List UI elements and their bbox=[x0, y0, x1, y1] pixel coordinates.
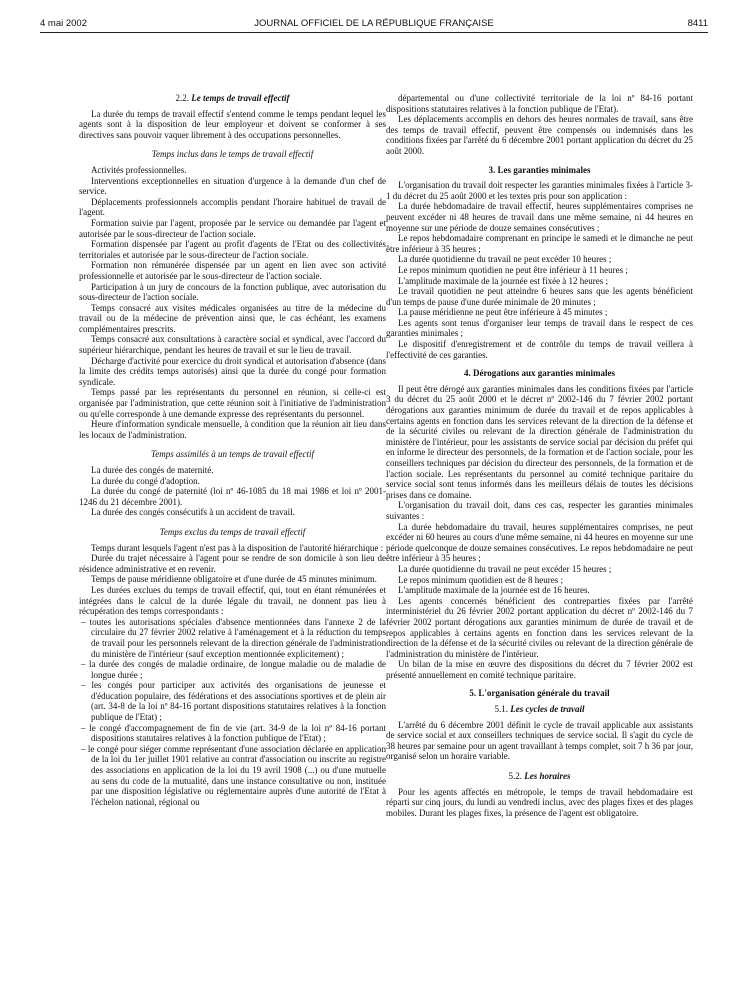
paragraph: La durée du congé de paternité (loi nº 46-1085 du 18 mai 1986 et loi nº 2001-1246 du 21 décembre 2001). bbox=[79, 486, 386, 507]
subheading-temps-inclus: Temps inclus dans le temps de travail effectif bbox=[151, 149, 314, 160]
paragraph: Les déplacements accomplis en dehors des heures normales de travail, sans être des temps de travail effectif, peuvent être compensés ou indemnisés dans les conditions fixées par l'arrêté du 6 décembre 2001 portant application du décret du 25 août 2000. bbox=[386, 114, 693, 156]
paragraph: Temps passé par les représentants du personnel en réunion, si celle-ci est organisée par l'administration, que cette réunion soit à l'initiative de l'administration ou qu'elle corresponde à une demande expresse des représentants du personnel. bbox=[79, 387, 386, 419]
paragraph: Temps consacré aux consultations à caractère social et syndical, avec l'accord du supérieur hiérarchique, pendant les heures de travail et sur le lieu de travail. bbox=[79, 334, 386, 356]
paragraph: La durée quotidienne du travail ne peut excéder 10 heures ; bbox=[398, 254, 612, 265]
list-item: – la durée des congés de maladie ordinaire, de longue maladie ou de maladie de longue durée ; bbox=[81, 659, 386, 680]
paragraph: Le repos minimum quotidien ne peut être inférieur à 11 heures ; bbox=[398, 264, 628, 275]
section-heading-5: 5. L'organisation générale du travail bbox=[469, 688, 610, 699]
paragraph: Formation suivie par l'agent, proposée par le service ou demandée par l'agent et autorisée par le sous-directeur de l'action sociale. bbox=[79, 217, 386, 239]
paragraph: Activités professionnelles. bbox=[91, 164, 187, 175]
section-heading-3: 3. Les garanties minimales bbox=[488, 164, 591, 175]
section-heading-4: 4. Dérogations aux garanties minimales bbox=[463, 368, 616, 379]
paragraph: La durée des congés de maternité. bbox=[91, 465, 214, 475]
paragraph: La durée du temps de travail effectif s'entend comme le temps pendant lequel les agents sont à la disposition de leur employeur et doivent se conformer à ses directives sans pouvoir vaquer librement à des occupations personnelles. bbox=[79, 108, 386, 140]
paragraph: Heure d'information syndicale mensuelle, à condition que la réunion ait lieu dans les locaux de l'administration. bbox=[79, 419, 386, 440]
list-item: – les congés pour participer aux activités des organisations de jeunesse et d'éducation populaire, des fédérations et des associations sportives et de plein air (art. 34-8 de la loi nº 84-16 portant dispositions statutaires relatives à la fonction publique de l'Etat) ; bbox=[81, 680, 386, 723]
paragraph: départemental ou d'une collectivité territoriale de la loi nº 84-16 portant dispositions statutaires relatives à la fonction publique de l'Etat). bbox=[386, 93, 693, 114]
header-rule bbox=[40, 32, 708, 33]
paragraph: Formation dispensée par l'agent au profit d'agents de l'Etat ou des collectivités territoriales et autorisée par le sous-directeur de l'action sociale. bbox=[79, 239, 386, 260]
paragraph: Le travail quotidien ne peut atteindre 6 heures sans que les agents bénéficient d'un temps de pause d'une durée minimale de 20 minutes ; bbox=[386, 286, 693, 307]
paragraph: Interventions exceptionnelles en situation d'urgence à la demande d'un chef de service. bbox=[79, 175, 386, 197]
list-item: – le congé d'accompagnement de fin de vie (art. 34-9 de la loi nº 84-16 portant dispositions statutaires relatives à la fonction publique de l'Etat) ; bbox=[81, 722, 386, 744]
paragraph: Déplacements professionnels accomplis pendant l'horaire habituel de travail de l'agent. bbox=[79, 196, 386, 218]
list-item: – toutes les autorisations spéciales d'absence mentionnées dans l'annexe 2 de la circulaire du 27 février 2002 relative à l'aménagement et à la réduction du temps de travail pour les personnels relevant de la direction générale de l'administration du ministère de l'intérieur (sauf exception mentionnée explicitement) ; bbox=[81, 616, 386, 659]
paragraph: L'arrêté du 6 décembre 2001 définit le cycle de travail applicable aux assistants de service social et aux conseillers techniques de service social. Il s'agit du cycle de 38 heures par semaine pour un agent travaillant à temps complet, soit 7 h 36 par jour, organisé selon un horaire variable. bbox=[386, 719, 693, 762]
paragraph: La durée hebdomadaire de travail effectif, heures supplémentaires comprises ne peuvent excéder ni 48 heures de travail dans une même semaine, ni 44 heures en moyenne sur une période de douze semaines consécutives ; bbox=[386, 201, 693, 233]
paragraph: La durée hebdomadaire du travail, heures supplémentaires comprises, ne peut excéder ni 60 heures au cours d'une même semaine, ni 44 heures en moyenne sur une période quelconque de douze semaines consécutives. Le repos hebdomadaire ne peut être inférieur à 35 heures ; bbox=[386, 521, 694, 564]
paragraph: Il peut être dérogé aux garanties minimales dans les conditions fixées par l'article 3 du décret du 25 août 2000 et le décret nº 2002-146 du 7 février 2002 portant dérogations aux garanties minimum de durée du travail et de repos applicables à certains agents en fonction dans les services relevant de la direction de la défense et de la sécurité civiles ou relevant de la direction générale de l'administration du ministère de l'intérieur, pour les assistants de service social par décision du préfet qui en informe le directeur des personnels, de la formation et de l'action sociale, pour les conseillers techniques par décision du directeur des personnels, de la formation et de l'action sociale. Les représentants du personnel au comité technique paritaire du service social sont tenus informés dans les meilleurs délais de toutes les décisions prises dans ce domaine. bbox=[386, 383, 693, 500]
paragraph: Participation à un jury de concours de la fonction publique, avec autorisation du sous-directeur de l'action sociale. bbox=[79, 281, 386, 303]
paragraph: Les agents concernés bénéficient des contreparties fixées par l'arrêté interministériel du 26 février 2002 portant application du décret nº 2002-146 du 7 février 2002 portant dérogations aux garanties minimum de durée de travail et de repos applicables à certains agents en fonction dans les services relevant de la direction de la défense et de la sécurité civiles ou relevant de la direction générale de l'administration du ministère de l'intérieur. bbox=[386, 595, 693, 659]
paragraph: Un bilan de la mise en œuvre des dispositions du décret du 7 février 2002 est présenté annuellement en comité technique paritaire. bbox=[386, 659, 693, 680]
paragraph: Les durées exclues du temps de travail effectif, qui, tout en étant rémunérées et intégrées dans le calcul de la durée légale du travail, ne donnent pas lieu à récupération des temps correspondants : bbox=[79, 584, 386, 617]
paragraph: Décharge d'activité pour exercice du droit syndical et autorisation d'absence (dans la limite des crédits temps autorisés) ainsi que la durée du congé pour formation syndicale. bbox=[79, 355, 386, 387]
right-column bbox=[386, 93, 693, 818]
paragraph: Le dispositif d'enregistrement et de contrôle du temps de travail veillera à l'effectivité de ces garanties. bbox=[386, 339, 693, 360]
issue-date: 4 mai 2002 bbox=[40, 18, 88, 29]
paragraph: Temps consacré aux visites médicales organisées au titre de la médecine du travail ou de la médecine de prévention ainsi que, le cas échéant, les examens complémentaires prescrits. bbox=[79, 302, 386, 334]
paragraph: La durée quotidienne du travail ne peut excéder 15 heures ; bbox=[398, 563, 612, 574]
journal-title: JOURNAL OFFICIEL DE LA RÉPUBLIQUE FRANÇAISE bbox=[254, 18, 494, 29]
paragraph: Durée du trajet nécessaire à l'agent pour se rendre de son domicile à son lieu de résidence administrative et en revenir. bbox=[79, 553, 386, 574]
page-number: 8411 bbox=[687, 18, 708, 29]
list-item: – le congé pour siéger comme représentant d'une association déclarée en application de la loi du 1er juillet 1901 relative au contrat d'association ou inscrite au registre des associations en application de la loi du 19 avril 1908 (...) ou d'une mutuelle au sens du code de la mutualité, dans une instance consultative ou non, instituée par une disposition législative ou réglementaire auprès d'une autorité de l'Etat à l'échelon national, régional ou bbox=[81, 743, 386, 807]
section-heading-2-2: 2.2. Le temps de travail effectif bbox=[175, 93, 290, 103]
subheading-temps-assimiles: Temps assimilés à un temps de travail effectif bbox=[151, 449, 314, 460]
paragraph: L'amplitude maximale de la journée est fixée à 12 heures ; bbox=[398, 275, 609, 286]
left-column bbox=[79, 93, 386, 807]
paragraph: Temps durant lesquels l'agent n'est pas à la disposition de l'autorité hiérarchique : bbox=[91, 542, 384, 553]
paragraph: La durée des congés consécutifs à un accident de travail. bbox=[91, 507, 295, 518]
paragraph: L'organisation du travail doit respecter les garanties minimales fixées à l'article 3-1 du décret du 25 août 2000 et les textes pris pour son application : bbox=[386, 180, 693, 201]
paragraph: Le repos hebdomadaire comprenant en principe le samedi et le dimanche ne peut être inférieur à 35 heures ; bbox=[386, 233, 693, 254]
subheading-5-2: 5.2. Les horaires bbox=[508, 771, 571, 782]
paragraph: Pour les agents affectés en métropole, le temps de travail hebdomadaire est réparti sur cinq jours, du lundi au vendredi inclus, avec des plages fixes et des plages mobiles. Durant les plages fixes, la présence de l'agent est obligatoire. bbox=[386, 786, 693, 818]
paragraph: La pause méridienne ne peut être inférieure à 45 minutes ; bbox=[398, 307, 608, 318]
paragraph: Les agents sont tenus d'organiser leur temps de travail dans le respect de ces garanties minimales ; bbox=[386, 317, 693, 339]
paragraph: Temps de pause méridienne obligatoire et d'une durée de 45 minutes minimum. bbox=[91, 574, 377, 585]
subheading-temps-exclus: Temps exclus du temps de travail effectif bbox=[159, 526, 306, 537]
subheading-5-1: 5.1. Les cycles de travail bbox=[494, 704, 585, 715]
paragraph: Formation non rémunérée dispensée par un agent en lien avec son activité professionnelle et autorisée par le sous-directeur de l'action sociale. bbox=[79, 260, 386, 281]
paragraph: La durée du congé d'adoption. bbox=[91, 475, 200, 486]
page-header bbox=[40, 18, 708, 32]
paragraph: L'organisation du travail doit, dans ces cas, respecter les garanties minimales suivantes : bbox=[386, 500, 693, 521]
paragraph: Le repos minimum quotidien est de 8 heures ; bbox=[398, 574, 563, 585]
paragraph: L'amplitude maximale de la journée est de 16 heures. bbox=[398, 585, 590, 596]
exclusion-list bbox=[79, 617, 386, 808]
